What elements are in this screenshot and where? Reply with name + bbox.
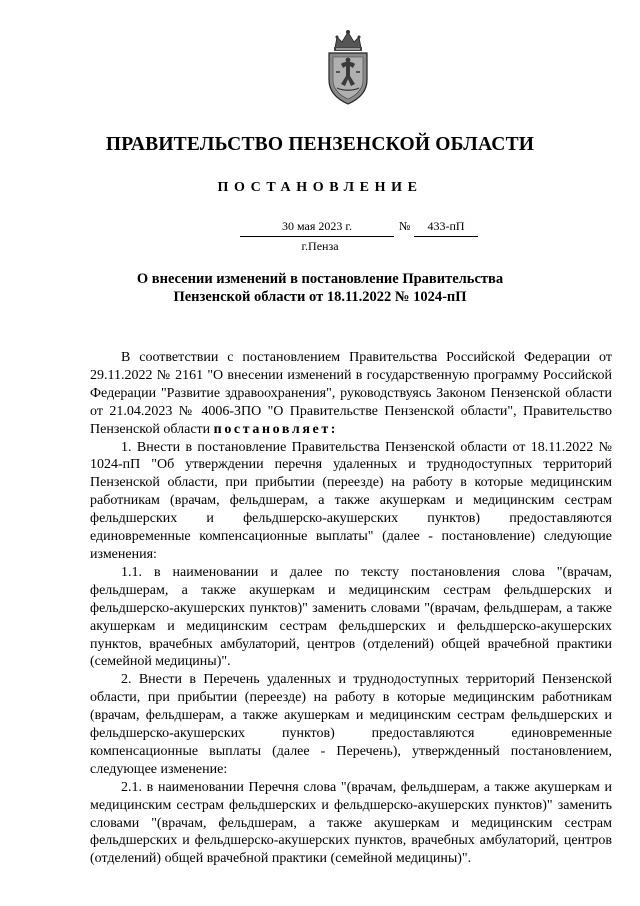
coat-of-arms-icon: [323, 28, 373, 106]
city: г.Пенза: [301, 239, 339, 253]
title-line-2: Пензенской области от 18.11.2022 № 1024-пП: [173, 289, 467, 305]
resolution-keyword: постановляет:: [213, 421, 339, 437]
document-number: 433-пП: [414, 218, 478, 237]
title-line-1: О внесении изменений в постановление Правительства: [136, 271, 504, 287]
document-body: [90, 349, 612, 868]
paragraph-1-1: 1.1. в наименовании и далее по тексту постановления слова "(врачам, фельдшерам, а также акушеркам и медицинским сестрам фельдшерских и фельдшерско-акушерских пунктов)" заменить словами "(врачам, фельдшерам, а также акушеркам и медицинским сестрам фельдшерских и фельдшерско-акушерских пунктов, врачебных амбулаторий, центров (отделений) общей врачебной практики (семейной медицины)".: [90, 564, 612, 670]
paragraph-preamble: [90, 349, 612, 439]
paragraph-1: 1. Внести в постановление Правительства Пензенской области от 18.11.2022 № 1024-пП "Об утверждении перечня удаленных и труднодоступных территорий Пензенской области, при прибытии (переезде) на работу в которые медицинским работникам (врачам, фельдшерам, а также акушеркам и медицинским сестрам фельдшерских и фельдшерско-акушерских пунктов) предоставляются единовременные компенсационные выплаты" (далее - постановление) следующие изменения:: [90, 439, 612, 562]
number-sign: №: [399, 219, 411, 233]
paragraph-2-1: 2.1. в наименовании Перечня слова "(врачам, фельдшерам, а также акушеркам и медицинским сестрам фельдшерских и фельдшерско-акушерских пунктов)" заменить словами "(врачам, фельдшерам, а также акушеркам и медицинским сестрам фельдшерских и фельдшерско-акушерских пунктов, врачебных амбулаторий, центров (отделений) общей врачебной практики (семейной медицины)".: [90, 779, 612, 867]
paragraph-2: 2. Внести в Перечень удаленных и труднодоступных территорий Пензенской области, при прибытии (переезде) на работу в которые медицинским работникам (врачам, фельдшерам, а также акушеркам и медицинским сестрам фельдшерских и фельдшерско-акушерских пунктов) предоставляются единовременные компенсационные выплаты (далее - Перечень), утвержденный постановлением, следующее изменение:: [90, 672, 612, 777]
document-type: ПОСТАНОВЛЕНИЕ: [217, 180, 423, 195]
organization-name: ПРАВИТЕЛЬСТВО ПЕНЗЕНСКОЙ ОБЛАСТИ: [105, 134, 535, 155]
preamble-text: В соответствии с постановлением Правительства Российской Федерации от 29.11.2022 № 2161 "О внесении изменений в государственную программу Российской Федерации "Развитие здравоохранения", руководствуясь Законом Пензенской области от 21.04.2023 № 4006-ЗПО "О Правительстве Пензенской области", Правительство Пензенской области: [90, 350, 612, 437]
document-date: 30 мая 2023 г.: [240, 218, 394, 237]
document-title: [0, 270, 640, 306]
